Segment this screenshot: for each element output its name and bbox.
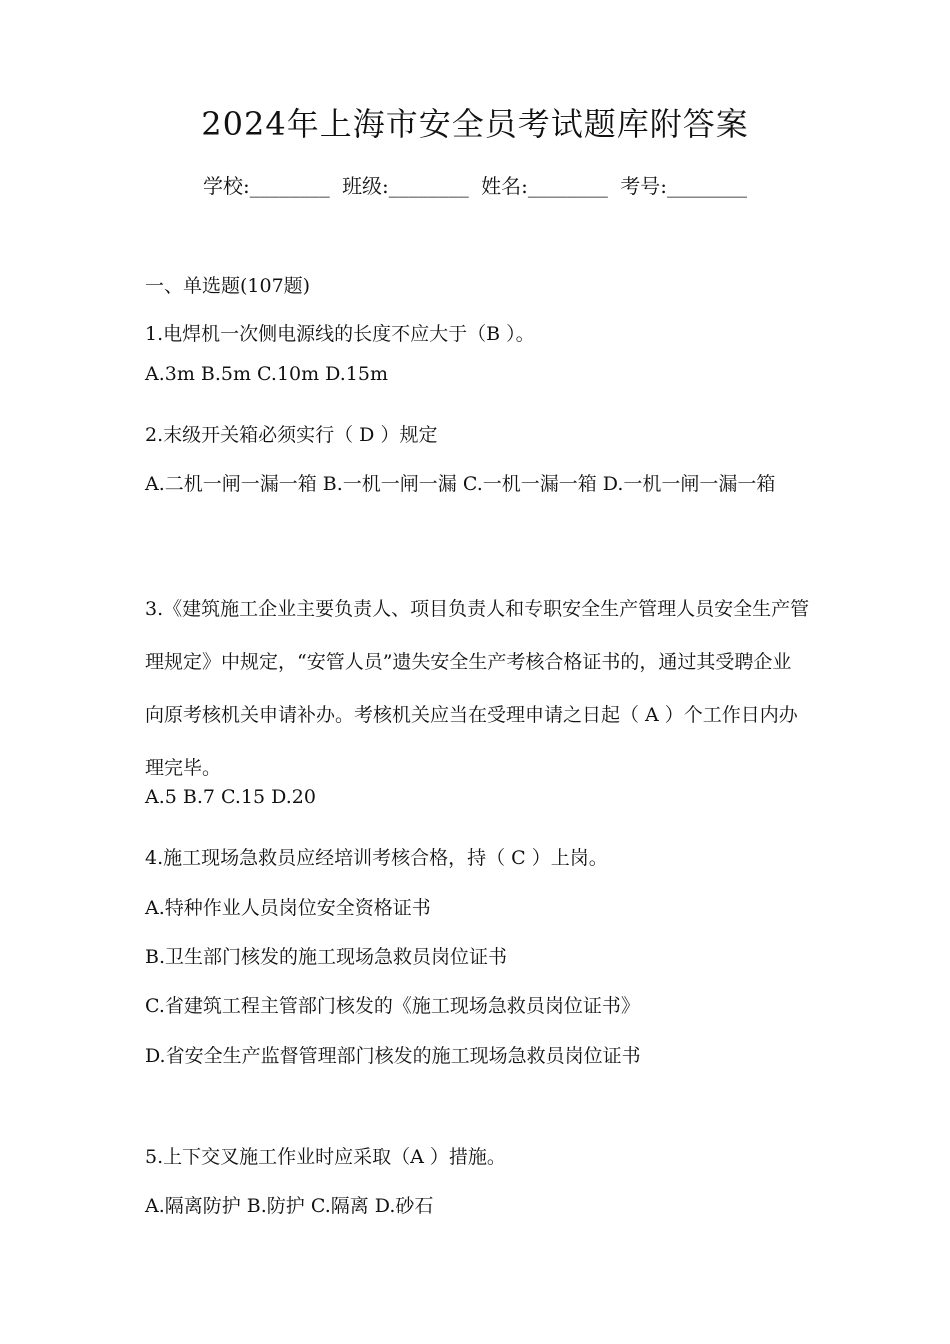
page-title: 2024年上海市安全员考试题库附答案 [201, 105, 749, 143]
question-options: A.3m B.5m C.10m D.15m [145, 363, 388, 385]
question-options: A.5 B.7 C.15 D.20 [145, 786, 316, 808]
question-stem: 4.施工现场急救员应经培训考核合格，持（ C ）上岗。 [145, 847, 608, 869]
question-stem: 5.上下交叉施工作业时应采取（A ）措施。 [145, 1146, 506, 1168]
option-d: D.省安全生产监督管理部门核发的施工现场急救员岗位证书 [145, 1045, 641, 1067]
question-stem: 1.电焊机一次侧电源线的长度不应大于（B ）。 [145, 323, 535, 345]
question-options: A.隔离防护 B.防护 C.隔离 D.砂石 [145, 1195, 434, 1217]
student-info-line [0, 170, 950, 202]
class-field: 班级:________ [342, 174, 469, 198]
question-stem: 3.《建筑施工企业主要负责人、项目负责人和专职安全生产管理人员安全生产管理规定》中规定，“安管人员”遗失安全生产考核合格证书的，通过其受聘企业向原考核机关申请补办。考核机关应当在受理申请之日起（ A ）个工作日内办理完毕。 [145, 598, 810, 779]
option-b: B.卫生部门核发的施工现场急救员岗位证书 [145, 946, 508, 968]
number-field: 考号:________ [620, 174, 748, 198]
school-field: 学校:________ [202, 174, 330, 198]
question-stem: 2.末级开关箱必须实行（ D ）规定 [145, 424, 438, 446]
question-options: A.二机一闸一漏一箱 B.一机一闸一漏 C.一机一漏一箱 D.一机一闸一漏一箱 [145, 473, 776, 495]
name-field: 姓名:________ [481, 174, 608, 198]
section-heading: 一、单选题(107题) [145, 275, 311, 297]
option-c: C.省建筑工程主管部门核发的《施工现场急救员岗位证书》 [145, 995, 640, 1017]
option-a: A.特种作业人员岗位安全资格证书 [145, 897, 431, 919]
